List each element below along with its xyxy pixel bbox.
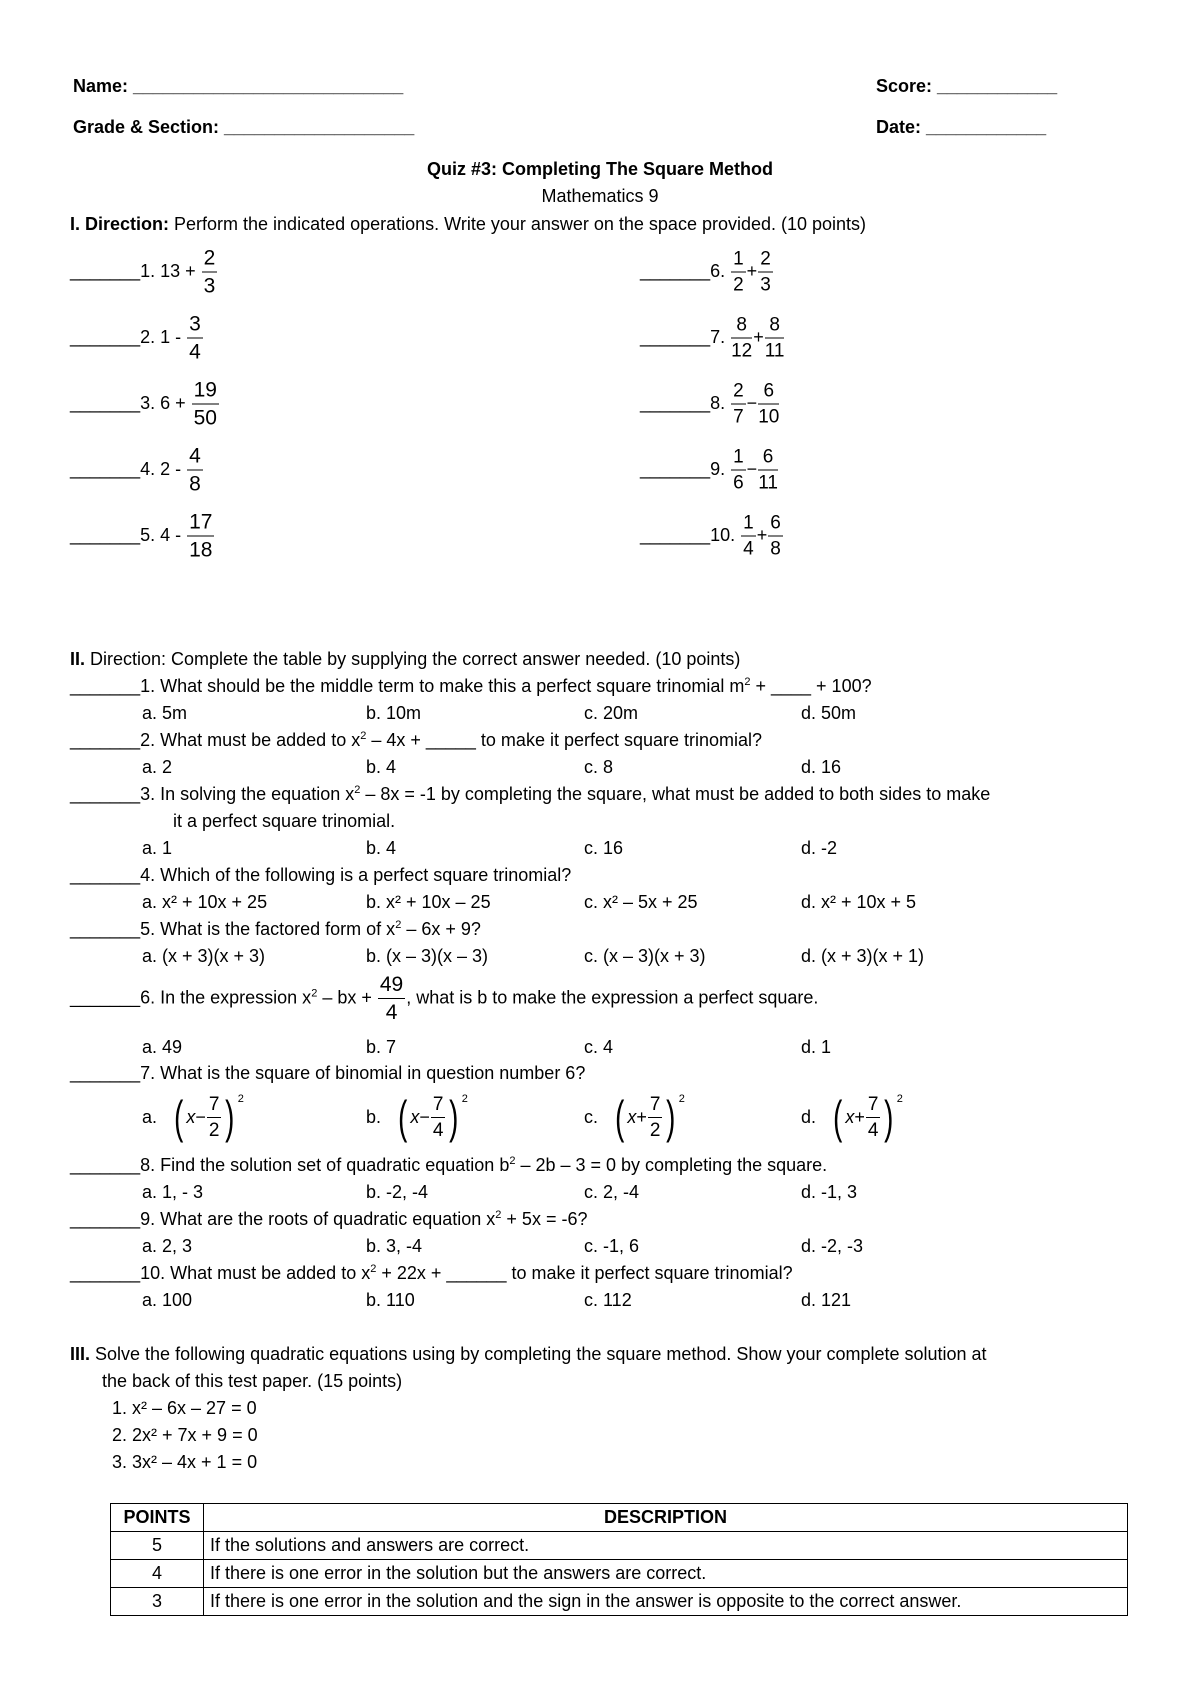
choice-option[interactable]: a. 49: [142, 1037, 183, 1057]
numerator: 3: [187, 314, 203, 339]
question-7: [70, 1063, 585, 1084]
variable: x: [845, 1106, 855, 1127]
fraction: [866, 1095, 881, 1140]
choice-option[interactable]: d. (x + 3)(x + 1): [801, 946, 925, 966]
choice-option[interactable]: d. 121: [801, 1290, 852, 1310]
question-text-tail: – 4x + _____ to make it perfect square trinomial?: [366, 730, 763, 750]
fraction: [758, 448, 778, 493]
fraction: [202, 248, 218, 297]
numerator: 8: [765, 316, 785, 339]
choice-option[interactable]: b. x² + 10x – 25: [366, 892, 491, 912]
points-cell: 5: [111, 1532, 204, 1560]
fraction: [192, 380, 219, 429]
choice-option[interactable]: b. 10m: [366, 703, 422, 723]
question-text-tail: – 6x + 9?: [401, 919, 481, 939]
choice-option[interactable]: b. 7: [366, 1037, 397, 1057]
choice-option[interactable]: a. 1, - 3: [142, 1182, 204, 1202]
answer-blank[interactable]: _______: [70, 784, 141, 804]
item-prefix: 5. 4 -: [140, 524, 187, 545]
choice-option[interactable]: [584, 1091, 685, 1143]
part2-direction-text: Direction: Complete the table by supplying the correct answer needed. (10 points): [85, 649, 741, 669]
superscript: 2: [495, 1209, 502, 1221]
numerator: 17: [187, 512, 214, 537]
part1-item: [70, 314, 204, 363]
question-text: 4. Which of the following is a perfect square trinomial?: [140, 865, 572, 885]
fraction: [731, 316, 752, 361]
answer-blank[interactable]: _______: [70, 987, 141, 1008]
rubric-header-row: [111, 1504, 1128, 1532]
denominator: 8: [189, 472, 201, 496]
part1-direction: [70, 214, 866, 235]
choice-option[interactable]: c. 20m: [584, 703, 639, 723]
choice-option[interactable]: b. (x – 3)(x – 3): [366, 946, 489, 966]
fraction: [768, 514, 783, 559]
choice-letter: a.: [142, 1106, 158, 1127]
right-paren: ): [225, 1091, 235, 1143]
numerator: 6: [758, 382, 779, 405]
superscript: 2: [360, 730, 367, 742]
choice-option[interactable]: b. 4: [366, 757, 397, 777]
page-subtitle: Mathematics 9: [541, 186, 659, 206]
choice-option[interactable]: b. 3, -4: [366, 1236, 423, 1256]
numerator: 1: [731, 250, 746, 273]
numerator: 6: [758, 448, 778, 471]
item-prefix: 1. 13 +: [140, 260, 201, 281]
superscript: 2: [678, 1092, 685, 1105]
rubric-table: [110, 1503, 1128, 1616]
numerator: 49: [378, 974, 405, 999]
question-text-tail: – 8x = -1 by completing the square, what must be added to both sides to make: [360, 784, 991, 804]
choice-option[interactable]: a. 100: [142, 1290, 193, 1310]
item-prefix: 2. 1 -: [140, 326, 187, 347]
question-text-tail: + 5x = -6?: [501, 1209, 588, 1229]
choice-option[interactable]: a. 2: [142, 757, 173, 777]
question-text-tail: , what is b to make the expression a perfect square.: [406, 987, 819, 1008]
question-2: [70, 730, 762, 751]
fraction: [187, 314, 203, 363]
answer-blank[interactable]: _______: [640, 458, 711, 479]
choice-letter: c.: [584, 1106, 599, 1127]
points-cell: 4: [111, 1560, 204, 1588]
question-8: [70, 1155, 827, 1176]
answer-blank[interactable]: _______: [640, 392, 711, 413]
left-paren: (: [174, 1091, 184, 1143]
numerator: 1: [741, 514, 756, 537]
choice-option[interactable]: d. 16: [801, 757, 842, 777]
fraction: [758, 382, 779, 427]
description-cell: If the solutions and answers are correct.: [204, 1532, 1128, 1560]
denominator: 11: [758, 472, 778, 494]
numerator: 7: [866, 1095, 881, 1118]
choice-option[interactable]: a. 1: [142, 838, 173, 858]
question-3-continued: it a perfect square trinomial.: [173, 811, 396, 831]
choice-option[interactable]: d. 1: [801, 1037, 832, 1057]
question-4: [70, 865, 571, 886]
part1-roman: I. Direction:: [70, 214, 170, 234]
points-cell: 3: [111, 1588, 204, 1616]
operator: +: [756, 524, 768, 545]
answer-blank[interactable]: _______: [70, 458, 141, 479]
question-text: 2. What must be added to x: [140, 730, 361, 750]
numerator: 7: [431, 1095, 446, 1118]
part2-roman: II.: [70, 649, 86, 669]
description-cell: If there is one error in the solution but the answers are correct.: [204, 1560, 1128, 1588]
operator: +: [746, 260, 758, 281]
question-text-tail: + ____ + 100?: [750, 676, 872, 696]
denominator: 2: [733, 274, 744, 296]
part3-direction-text: Solve the following quadratic equations using by completing the square method. Show your complete solution at: [90, 1344, 987, 1364]
answer-blank[interactable]: _______: [70, 260, 141, 281]
question-5: [70, 919, 481, 940]
question-text: 8. Find the solution set of quadratic equation b: [140, 1155, 510, 1175]
question-text: 6. In the expression x: [140, 987, 312, 1008]
variable: x: [410, 1106, 420, 1127]
part1-item: [70, 512, 215, 561]
question-text: 7. What is the square of binomial in question number 6?: [140, 1063, 586, 1083]
choice-option[interactable]: b. 4: [366, 838, 397, 858]
item-prefix: 10.: [710, 524, 741, 545]
answer-blank[interactable]: _______: [70, 1155, 141, 1175]
grade-section-field-label[interactable]: Grade & Section: ___________________: [73, 117, 415, 137]
part1-direction-text: Perform the indicated operations. Write your answer on the space provided. (10 points): [169, 214, 867, 234]
score-field-label[interactable]: Score: ____________: [876, 76, 1058, 96]
answer-blank[interactable]: _______: [640, 524, 711, 545]
part1-item: [640, 382, 780, 427]
numerator: 7: [207, 1095, 222, 1118]
item-prefix: 4. 2 -: [140, 458, 187, 479]
question-text: 3. In solving the equation x: [140, 784, 355, 804]
right-paren: ): [666, 1091, 676, 1143]
operator: −: [746, 392, 758, 413]
table-row: [111, 1532, 1128, 1560]
name-field-label[interactable]: Name: ___________________________: [73, 76, 404, 96]
fraction: [187, 446, 203, 495]
operator: +: [854, 1106, 865, 1127]
answer-blank[interactable]: _______: [70, 326, 141, 347]
part3-roman: III.: [70, 1344, 91, 1364]
left-paren: (: [615, 1091, 625, 1143]
variable: x: [186, 1106, 196, 1127]
fraction: [731, 448, 746, 493]
answer-blank[interactable]: _______: [640, 326, 711, 347]
numerator: 4: [187, 446, 203, 471]
part2-direction: [70, 649, 740, 670]
denominator: 4: [867, 1119, 879, 1141]
page-title: Quiz #3: Completing The Square Method: [426, 159, 774, 179]
choice-option[interactable]: [142, 1091, 244, 1143]
choice-option[interactable]: d. -2, -3: [801, 1236, 864, 1256]
fraction: [378, 974, 405, 1023]
denominator: 2: [208, 1119, 220, 1141]
superscript: 2: [354, 784, 361, 796]
operator: +: [753, 326, 764, 347]
answer-blank[interactable]: _______: [640, 260, 711, 281]
choice-option[interactable]: a. 5m: [142, 703, 188, 723]
question-text: 9. What are the roots of quadratic equation x: [140, 1209, 496, 1229]
part1-item: [640, 514, 784, 559]
choice-option[interactable]: c. (x – 3)(x + 3): [584, 946, 706, 966]
denominator: 4: [432, 1119, 444, 1141]
denominator: 3: [203, 274, 216, 298]
question-10: [70, 1263, 793, 1284]
question-text: 1. What should be the middle term to make this a perfect square trinomial m: [140, 676, 745, 696]
numerator: 19: [192, 380, 219, 405]
denominator: 8: [770, 538, 781, 560]
choice-option[interactable]: c. 2, -4: [584, 1182, 640, 1202]
choice-letter: d.: [801, 1106, 817, 1127]
numerator: 2: [758, 250, 773, 273]
description-cell: If there is one error in the solution and the sign in the answer is opposite to the correct answer.: [204, 1588, 1128, 1616]
table-row: [111, 1560, 1128, 1588]
answer-blank[interactable]: _______: [70, 392, 141, 413]
part1-item: [640, 316, 785, 361]
denominator: 7: [733, 406, 744, 428]
choice-option[interactable]: c. -1, 6: [584, 1236, 640, 1256]
answer-blank[interactable]: _______: [70, 676, 141, 696]
choice-option[interactable]: d. 50m: [801, 703, 857, 723]
part1-item: [70, 446, 204, 495]
choice-option[interactable]: d. -1, 3: [801, 1182, 858, 1202]
answer-blank[interactable]: _______: [70, 730, 141, 750]
numerator: 2: [731, 382, 746, 405]
numerator: 6: [768, 514, 783, 537]
choice-option[interactable]: c. x² – 5x + 25: [584, 892, 698, 912]
denominator: 12: [731, 340, 753, 362]
numerator: 7: [648, 1095, 663, 1118]
fraction: [431, 1095, 446, 1140]
item-prefix: 9.: [710, 458, 731, 479]
superscript: 2: [395, 919, 402, 931]
denominator: 3: [760, 274, 771, 296]
part1-item: [640, 448, 779, 493]
right-paren: ): [884, 1091, 894, 1143]
numerator: 1: [731, 448, 746, 471]
table-row: [111, 1588, 1128, 1616]
date-field-label[interactable]: Date: ____________: [876, 117, 1047, 137]
question-text: 5. What is the factored form of x: [140, 919, 396, 939]
operator: +: [636, 1106, 647, 1127]
answer-blank[interactable]: _______: [70, 865, 141, 885]
part1-item: [70, 380, 220, 429]
item-prefix: 3. 6 +: [140, 392, 191, 413]
part1-item: [70, 248, 218, 297]
variable: x: [627, 1106, 637, 1127]
answer-blank[interactable]: _______: [70, 1209, 141, 1229]
superscript: 2: [370, 1263, 377, 1275]
choice-option[interactable]: d. x² + 10x + 5: [801, 892, 917, 912]
choice-option[interactable]: c. 16: [584, 838, 624, 858]
numerator: 2: [202, 248, 218, 273]
denominator: 4: [189, 340, 201, 364]
choice-option[interactable]: c. 8: [584, 757, 614, 777]
denominator: 50: [193, 406, 217, 430]
question-text-tail: + 22x + ______ to make it perfect square trinomial?: [376, 1263, 793, 1283]
fraction: [731, 250, 746, 295]
answer-blank[interactable]: _______: [70, 1063, 141, 1083]
part1-item: [640, 250, 774, 295]
equation-3: 3. 3x² – 4x + 1 = 0: [112, 1452, 258, 1472]
right-paren: ): [449, 1091, 459, 1143]
points-header: POINTS: [111, 1504, 204, 1532]
denominator: 4: [385, 1001, 398, 1024]
answer-blank[interactable]: _______: [70, 524, 141, 545]
left-paren: (: [833, 1091, 843, 1143]
denominator: 4: [743, 538, 754, 560]
part3-direction: [70, 1344, 987, 1365]
superscript: 2: [896, 1092, 903, 1105]
denominator: 2: [649, 1119, 661, 1141]
question-text-tail: – 2b – 3 = 0 by completing the square.: [515, 1155, 828, 1175]
superscript: 2: [509, 1155, 516, 1167]
fraction: [648, 1095, 663, 1140]
denominator: 6: [733, 472, 744, 494]
denominator: 11: [764, 340, 785, 362]
item-prefix: 7.: [710, 326, 731, 347]
choice-option[interactable]: d. -2: [801, 838, 838, 858]
superscript: 2: [237, 1092, 244, 1105]
item-prefix: 6.: [710, 260, 731, 281]
choice-option[interactable]: a. x² + 10x + 25: [142, 892, 268, 912]
choice-option[interactable]: a. 2, 3: [142, 1236, 193, 1256]
denominator: 10: [758, 406, 780, 428]
part3-direction-continued: the back of this test paper. (15 points): [102, 1371, 403, 1391]
superscript: 2: [744, 676, 751, 688]
superscript: 2: [461, 1092, 468, 1105]
fraction: [207, 1095, 222, 1140]
item-prefix: 8.: [710, 392, 731, 413]
description-header: DESCRIPTION: [204, 1504, 1128, 1532]
left-paren: (: [398, 1091, 408, 1143]
choice-option[interactable]: a. (x + 3)(x + 3): [142, 946, 266, 966]
fraction: [765, 316, 785, 361]
choice-option[interactable]: c. 112: [584, 1290, 632, 1310]
choice-option[interactable]: b. -2, -4: [366, 1182, 429, 1202]
choice-option[interactable]: [801, 1091, 903, 1143]
fraction: [731, 382, 746, 427]
fraction: [741, 514, 756, 559]
fraction: [758, 250, 773, 295]
choice-option[interactable]: b. 110: [366, 1290, 415, 1310]
numerator: 8: [731, 316, 752, 339]
operator: −: [746, 458, 758, 479]
equation-1: 1. x² – 6x – 27 = 0: [112, 1398, 257, 1418]
question-3: [70, 784, 990, 805]
choice-option[interactable]: [366, 1091, 468, 1143]
question-6: [70, 974, 818, 1023]
operator: −: [195, 1106, 206, 1127]
question-text: 10. What must be added to x: [140, 1263, 371, 1283]
question-9: [70, 1209, 587, 1230]
answer-blank[interactable]: _______: [70, 1263, 141, 1283]
question-text-mid: – bx +: [317, 987, 377, 1008]
operator: −: [419, 1106, 430, 1127]
denominator: 18: [189, 538, 213, 562]
fraction: [187, 512, 214, 561]
answer-blank[interactable]: _______: [70, 919, 141, 939]
choice-option[interactable]: c. 4: [584, 1037, 614, 1057]
equation-2: 2. 2x² + 7x + 9 = 0: [112, 1425, 258, 1445]
choice-letter: b.: [366, 1106, 382, 1127]
question-1: [70, 676, 872, 697]
superscript: 2: [311, 987, 318, 1000]
